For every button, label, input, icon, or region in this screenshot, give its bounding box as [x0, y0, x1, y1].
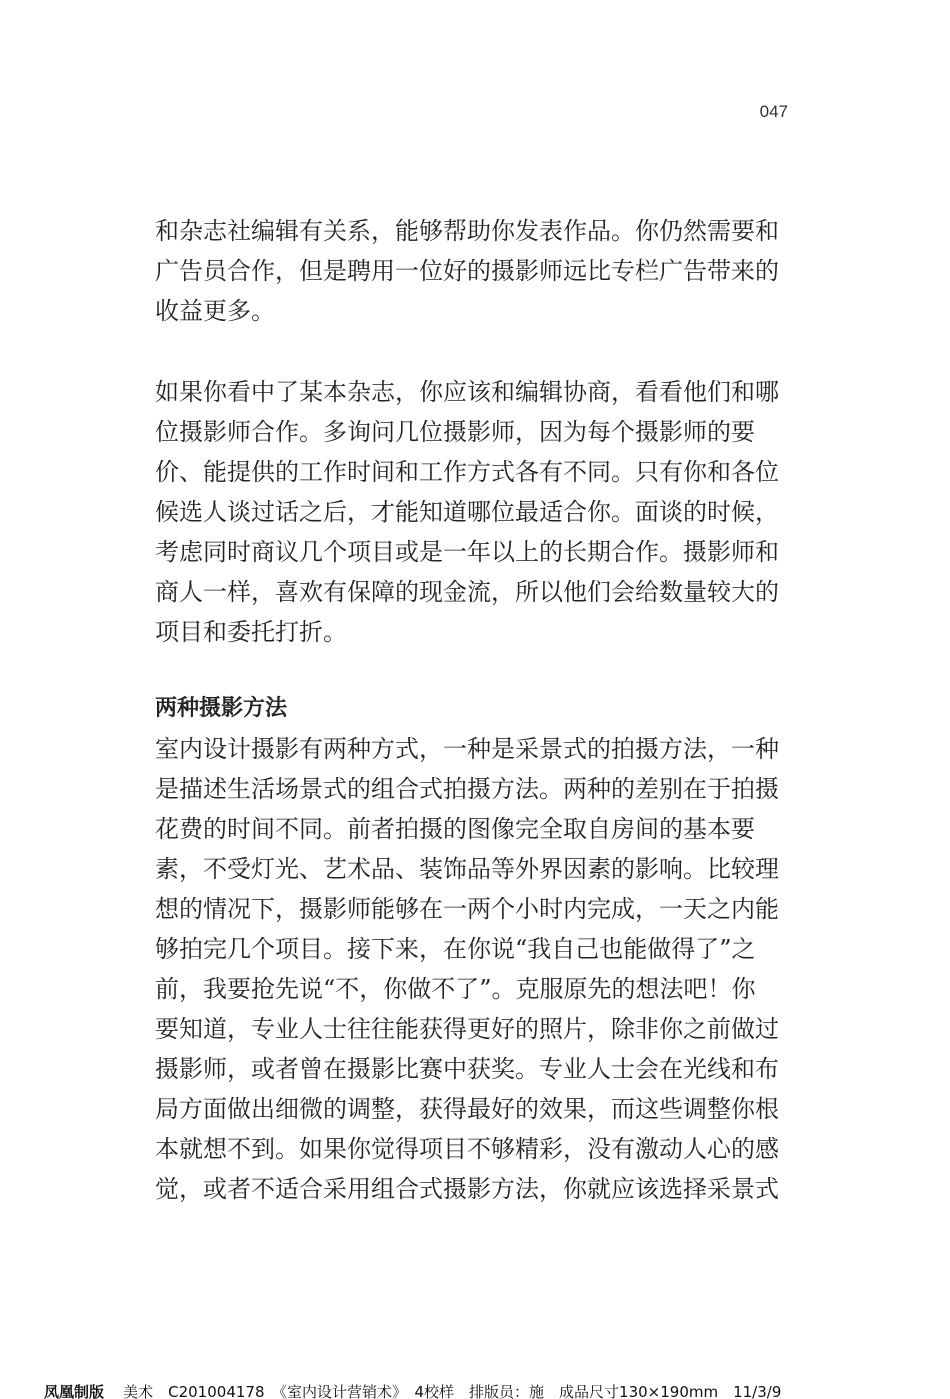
text-line: 位摄影师合作。多询问几位摄影师，因为每个摄影师的要 [155, 418, 755, 446]
paragraph-1 [155, 211, 789, 331]
text-line: 广告员合作，但是聘用一位好的摄影师远比专栏广告带来的 [155, 257, 779, 285]
text-line: 觉，或者不适合采用组合式摄影方法，你就应该选择采景式 [155, 1175, 779, 1203]
paragraph-spacer [155, 652, 789, 689]
text-line: 价、能提供的工作时间和工作方式各有不同。只有你和各位 [155, 458, 779, 486]
text-line: 是描述生活场景式的组合式拍摄方法。两种的差别在于拍摄 [155, 775, 779, 803]
text-line: 和杂志社编辑有关系，能够帮助你发表作品。你仍然需要和 [155, 217, 779, 245]
text-line: 商人一样，喜欢有保障的现金流，所以他们会给数量较大的 [155, 578, 779, 606]
paragraph-2 [155, 372, 789, 652]
print-slug-spacer [109, 1383, 119, 1399]
text-line: 摄影师，或者曾在摄影比赛中获奖。专业人士会在光线和布 [155, 1055, 779, 1083]
section-paragraph [155, 729, 789, 1209]
text-line: 前，我要抢先说“不，你做不了”。克服原先的想法吧！你 [155, 975, 756, 1003]
text-line: 够拍完几个项目。接下来，在你说“我自己也能做得了”之 [155, 935, 756, 963]
section-heading: 两种摄影方法 [155, 696, 288, 721]
paragraph-spacer [155, 331, 789, 372]
text-line: 室内设计摄影有两种方式，一种是采景式的拍摄方法，一种 [155, 735, 779, 763]
text-line: 考虑同时商议几个项目或是一年以上的长期合作。摄影师和 [155, 538, 779, 566]
text-line: 要知道，专业人士往往能获得更好的照片，除非你之前做过 [155, 1015, 779, 1043]
print-slug-brand: 凤凰制版 [44, 1383, 105, 1399]
text-line: 局方面做出细微的调整，获得最好的效果，而这些调整你根 [155, 1095, 779, 1123]
text-line: 候选人谈过话之后，才能知道哪位最适合你。面谈的时候， [155, 498, 779, 526]
text-line: 如果你看中了某本杂志，你应该和编辑协商，看看他们和哪 [155, 378, 779, 406]
print-slug-text: 美术 C201004178 《室内设计营销术》 4校样 排版员：施 成品尺寸130×190mm 11/3/9 [123, 1383, 782, 1399]
text-line: 项目和委托打折。 [155, 618, 347, 646]
page-number: 047 [759, 102, 788, 121]
print-slug [44, 1383, 950, 1399]
text-line: 本就想不到。如果你觉得项目不够精彩，没有激动人心的感 [155, 1135, 779, 1163]
page-body [155, 211, 789, 1209]
text-line: 收益更多。 [155, 297, 275, 325]
text-line: 想的情况下，摄影师能够在一两个小时内完成，一天之内能 [155, 895, 779, 923]
text-line: 素，不受灯光、艺术品、装饰品等外界因素的影响。比较理 [155, 855, 779, 883]
text-line: 花费的时间不同。前者拍摄的图像完全取自房间的基本要 [155, 815, 755, 843]
